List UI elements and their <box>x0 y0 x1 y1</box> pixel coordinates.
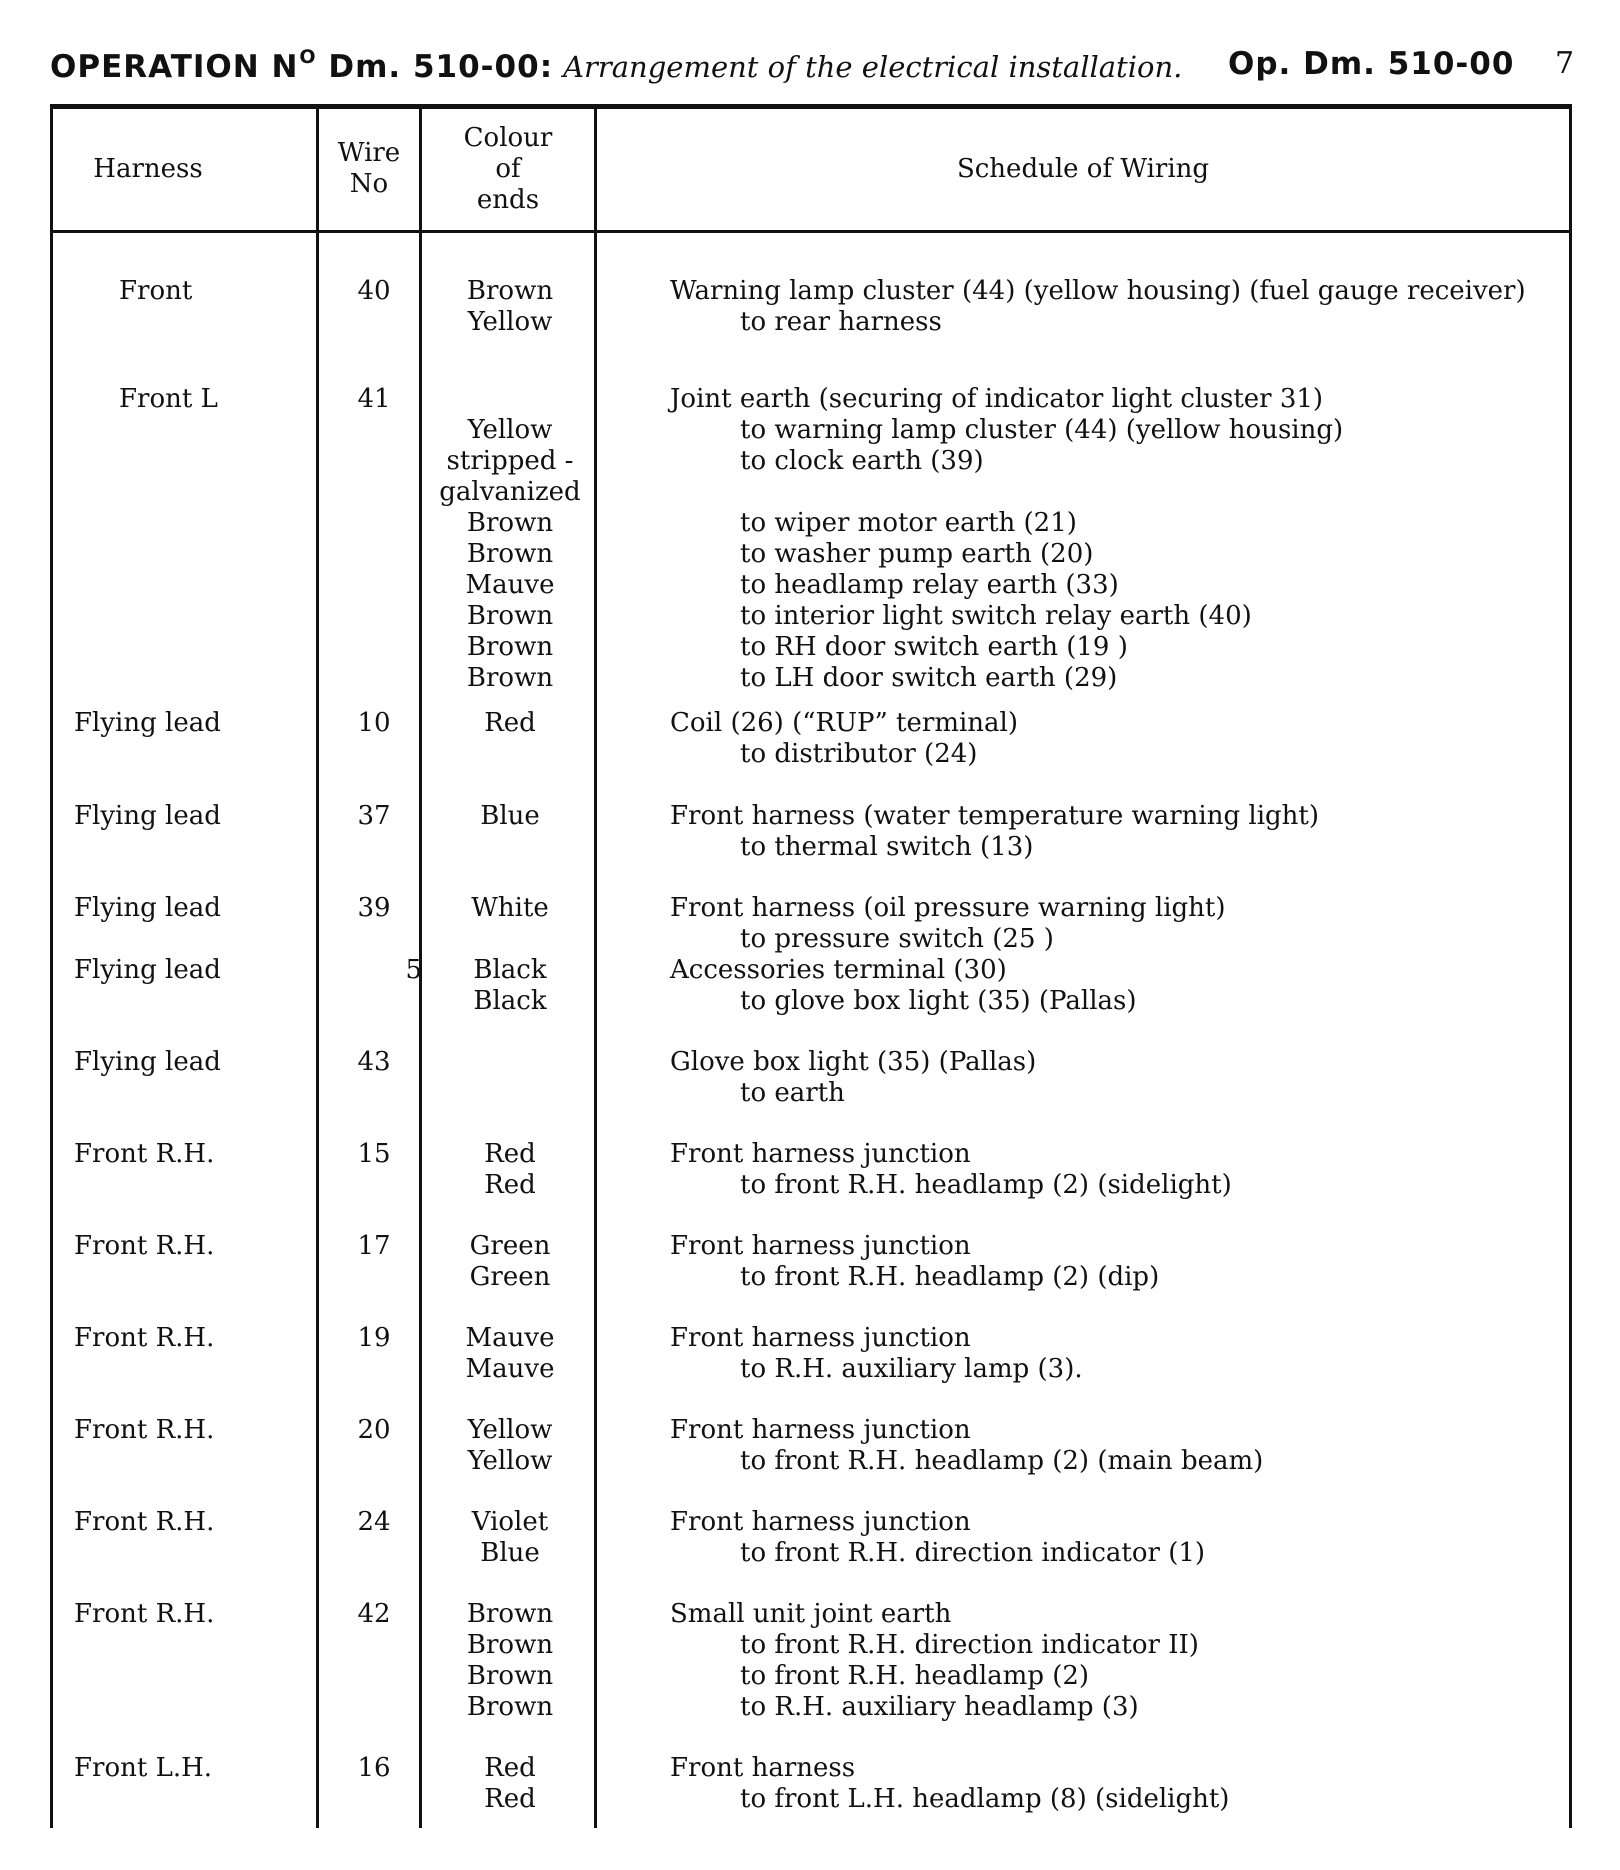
colour-line: Mauve <box>465 1323 555 1353</box>
harness-cell: Front R.H. <box>74 1139 215 1169</box>
wire-number-cell: 39 <box>357 893 391 923</box>
schedule-cell <box>670 955 1570 1017</box>
colour-line: galvanized <box>439 477 581 507</box>
colour-line: Green <box>469 1262 551 1292</box>
colour-line: Yellow <box>467 1415 553 1445</box>
schedule-destination-line: to front R.H. headlamp (2) (main beam) <box>740 1446 1264 1476</box>
schedule-cell <box>670 1753 1570 1815</box>
colour-line: Violet <box>471 1507 549 1537</box>
wire-number-cell: 5 <box>405 955 422 985</box>
column-header-wire <box>319 108 419 230</box>
schedule-origin-line: Front harness junction <box>670 1139 971 1169</box>
operation-sup: O <box>299 46 317 68</box>
schedule-cell <box>670 1599 1570 1723</box>
schedule-cell <box>670 1323 1570 1385</box>
harness-cell: Flying lead <box>74 708 221 738</box>
wire-number-cell: 20 <box>357 1415 391 1445</box>
column-header-wire-line: Wire <box>337 138 401 168</box>
wire-number-cell: 42 <box>357 1599 391 1629</box>
operation-label: OPERATION N <box>50 49 299 85</box>
colour-line: Black <box>473 986 547 1016</box>
colour-line: Brown <box>466 1630 554 1660</box>
schedule-origin-line: Front harness junction <box>670 1231 971 1261</box>
colour-line <box>420 384 600 415</box>
harness-cell: Front R.H. <box>74 1599 215 1629</box>
schedule-origin-line: Front harness <box>670 1753 856 1783</box>
colour-cell <box>420 1415 600 1477</box>
schedule-destination-line: to wiper motor earth (21) <box>740 508 1077 538</box>
wire-number-cell: 43 <box>357 1047 391 1077</box>
schedule-destination-line: to front L.H. headlamp (8) (sidelight) <box>740 1784 1230 1814</box>
colour-line: Mauve <box>465 1354 555 1384</box>
colour-cell <box>420 1507 600 1569</box>
column-header-harness <box>53 108 243 230</box>
schedule-destination-line: to clock earth (39) <box>740 446 984 476</box>
schedule-destination-line: to glove box light (35) (Pallas) <box>740 986 1137 1016</box>
schedule-destination-line: to front R.H. headlamp (2) (dip) <box>740 1262 1160 1292</box>
operation-code: Dm. 510-00: <box>316 49 554 85</box>
colour-cell <box>420 384 600 694</box>
wire-number-cell: 17 <box>357 1231 391 1261</box>
harness-cell: Front R.H. <box>74 1231 215 1261</box>
schedule-destination-line: to earth <box>740 1078 845 1108</box>
column-header-harness-label: Harness <box>93 153 203 184</box>
harness-cell: Flying lead <box>74 955 221 985</box>
colour-cell <box>420 955 600 1017</box>
harness-cell: Front R.H. <box>74 1507 215 1537</box>
schedule-destination-line: to front R.H. headlamp (2) <box>740 1661 1090 1691</box>
schedule-cell <box>670 1507 1570 1569</box>
schedule-cell <box>670 801 1570 863</box>
schedule-origin-line: Accessories terminal (30) <box>670 955 1007 985</box>
schedule-origin-line: Front harness (oil pressure warning light) <box>670 893 1226 923</box>
wire-number-cell: 41 <box>357 384 391 414</box>
schedule-cell <box>670 276 1570 338</box>
schedule-destination-line: to front R.H. headlamp (2) (sidelight) <box>740 1170 1232 1200</box>
schedule-cell <box>670 1139 1570 1201</box>
colour-line: Brown <box>466 663 554 693</box>
schedule-destination-line: to front R.H. direction indicator II) <box>740 1630 1199 1660</box>
colour-cell <box>420 1599 600 1723</box>
document-title: Arrangement of the electrical installation. <box>563 50 1183 84</box>
schedule-cell <box>670 1047 1570 1109</box>
schedule-destination-line <box>670 477 1570 508</box>
colour-line: Brown <box>466 539 554 569</box>
wire-number-cell: 24 <box>357 1507 391 1537</box>
schedule-origin-line: Front harness junction <box>670 1323 971 1353</box>
schedule-destination-line: to thermal switch (13) <box>740 832 1034 862</box>
wire-number-cell: 10 <box>357 708 391 738</box>
schedule-origin-line: Glove box light (35) (Pallas) <box>670 1047 1037 1077</box>
schedule-destination-line: to rear harness <box>740 307 942 337</box>
colour-line: Brown <box>466 632 554 662</box>
schedule-destination-line: to distributor (24) <box>740 739 978 769</box>
colour-cell <box>420 1323 600 1385</box>
table-header-rule <box>50 230 1572 233</box>
column-header-colour <box>422 108 594 230</box>
harness-cell: Front R.H. <box>74 1415 215 1445</box>
harness-cell: Flying lead <box>74 1047 221 1077</box>
schedule-origin-line: Small unit joint earth <box>670 1599 952 1629</box>
colour-line: Yellow <box>467 307 553 337</box>
colour-line: Mauve <box>465 570 555 600</box>
colour-line: Brown <box>466 508 554 538</box>
colour-line: Brown <box>466 1599 554 1629</box>
colour-cell <box>420 1231 600 1293</box>
schedule-cell <box>670 384 1570 694</box>
schedule-origin-line: Coil (26) (“RUP” terminal) <box>670 708 1018 738</box>
column-header-wire-line: No <box>349 169 389 199</box>
schedule-destination-line: to front R.H. direction indicator (1) <box>740 1538 1206 1568</box>
colour-line: Brown <box>466 276 554 306</box>
schedule-destination-line: to pressure switch (25 ) <box>740 924 1054 954</box>
schedule-destination-line: to headlamp relay earth (33) <box>740 570 1119 600</box>
schedule-destination-line: to LH door switch earth (29) <box>740 663 1118 693</box>
schedule-cell <box>670 708 1570 770</box>
schedule-cell <box>670 1231 1570 1293</box>
harness-cell: Front L <box>119 384 218 414</box>
colour-cell <box>420 893 600 924</box>
column-header-colour-line: ends <box>476 184 540 215</box>
colour-line: Red <box>484 708 536 738</box>
colour-line: White <box>471 893 549 923</box>
wire-number-cell: 37 <box>357 801 391 831</box>
operation-heading <box>50 46 1182 85</box>
page-number: 7 <box>1555 46 1575 81</box>
colour-line: Red <box>484 1784 536 1814</box>
colour-cell <box>420 1139 600 1201</box>
colour-line: Yellow <box>467 1446 553 1476</box>
colour-line: Brown <box>466 1692 554 1722</box>
column-header-schedule <box>597 108 1569 230</box>
schedule-destination-line: to R.H. auxiliary headlamp (3) <box>740 1692 1139 1722</box>
colour-line: Red <box>484 1170 536 1200</box>
schedule-origin-line: Front harness junction <box>670 1507 971 1537</box>
colour-line: Blue <box>480 1538 540 1568</box>
harness-cell: Flying lead <box>74 801 221 831</box>
colour-line: Brown <box>466 601 554 631</box>
harness-cell: Flying lead <box>74 893 221 923</box>
schedule-destination-line: to R.H. auxiliary lamp (3). <box>740 1354 1083 1384</box>
harness-cell: Front L.H. <box>74 1753 213 1783</box>
colour-cell <box>420 1753 600 1815</box>
wire-number-cell: 16 <box>357 1753 391 1783</box>
schedule-destination-line: to interior light switch relay earth (40) <box>740 601 1252 631</box>
column-header-schedule-label: Schedule of Wiring <box>956 153 1210 184</box>
colour-line: Black <box>473 955 547 985</box>
schedule-origin-line: Joint earth (securing of indicator light cluster 31) <box>670 384 1324 414</box>
wire-number-cell: 40 <box>357 276 391 306</box>
harness-cell: Front <box>119 276 193 306</box>
colour-line: Brown <box>466 1661 554 1691</box>
colour-cell <box>420 276 600 338</box>
colour-cell <box>420 708 600 739</box>
schedule-origin-line: Front harness junction <box>670 1415 971 1445</box>
schedule-destination-line: to washer pump earth (20) <box>740 539 1094 569</box>
harness-cell: Front R.H. <box>74 1323 215 1353</box>
column-header-colour-line: Colour <box>463 122 553 153</box>
colour-line: Red <box>484 1753 536 1783</box>
schedule-cell <box>670 1415 1570 1477</box>
column-header-colour-line: of <box>495 153 521 184</box>
page-header <box>50 42 1580 92</box>
colour-cell <box>420 801 600 832</box>
schedule-origin-line: Front harness (water temperature warning light) <box>670 801 1319 831</box>
schedule-origin-line: Warning lamp cluster (44) (yellow housing) (fuel gauge receiver) <box>670 276 1526 306</box>
schedule-destination-line: to RH door switch earth (19 ) <box>740 632 1128 662</box>
wire-number-cell: 15 <box>357 1139 391 1169</box>
operation-reference: Op. Dm. 510-00 <box>1228 46 1515 82</box>
colour-line: Red <box>484 1139 536 1169</box>
colour-line: stripped - <box>446 446 574 476</box>
colour-line: Green <box>469 1231 551 1261</box>
colour-line: Blue <box>480 801 540 831</box>
colour-line: Yellow <box>467 415 553 445</box>
table-left-border <box>50 108 53 1828</box>
schedule-destination-line: to warning lamp cluster (44) (yellow housing) <box>740 415 1344 445</box>
wire-number-cell: 19 <box>357 1323 391 1353</box>
schedule-cell <box>670 893 1570 955</box>
